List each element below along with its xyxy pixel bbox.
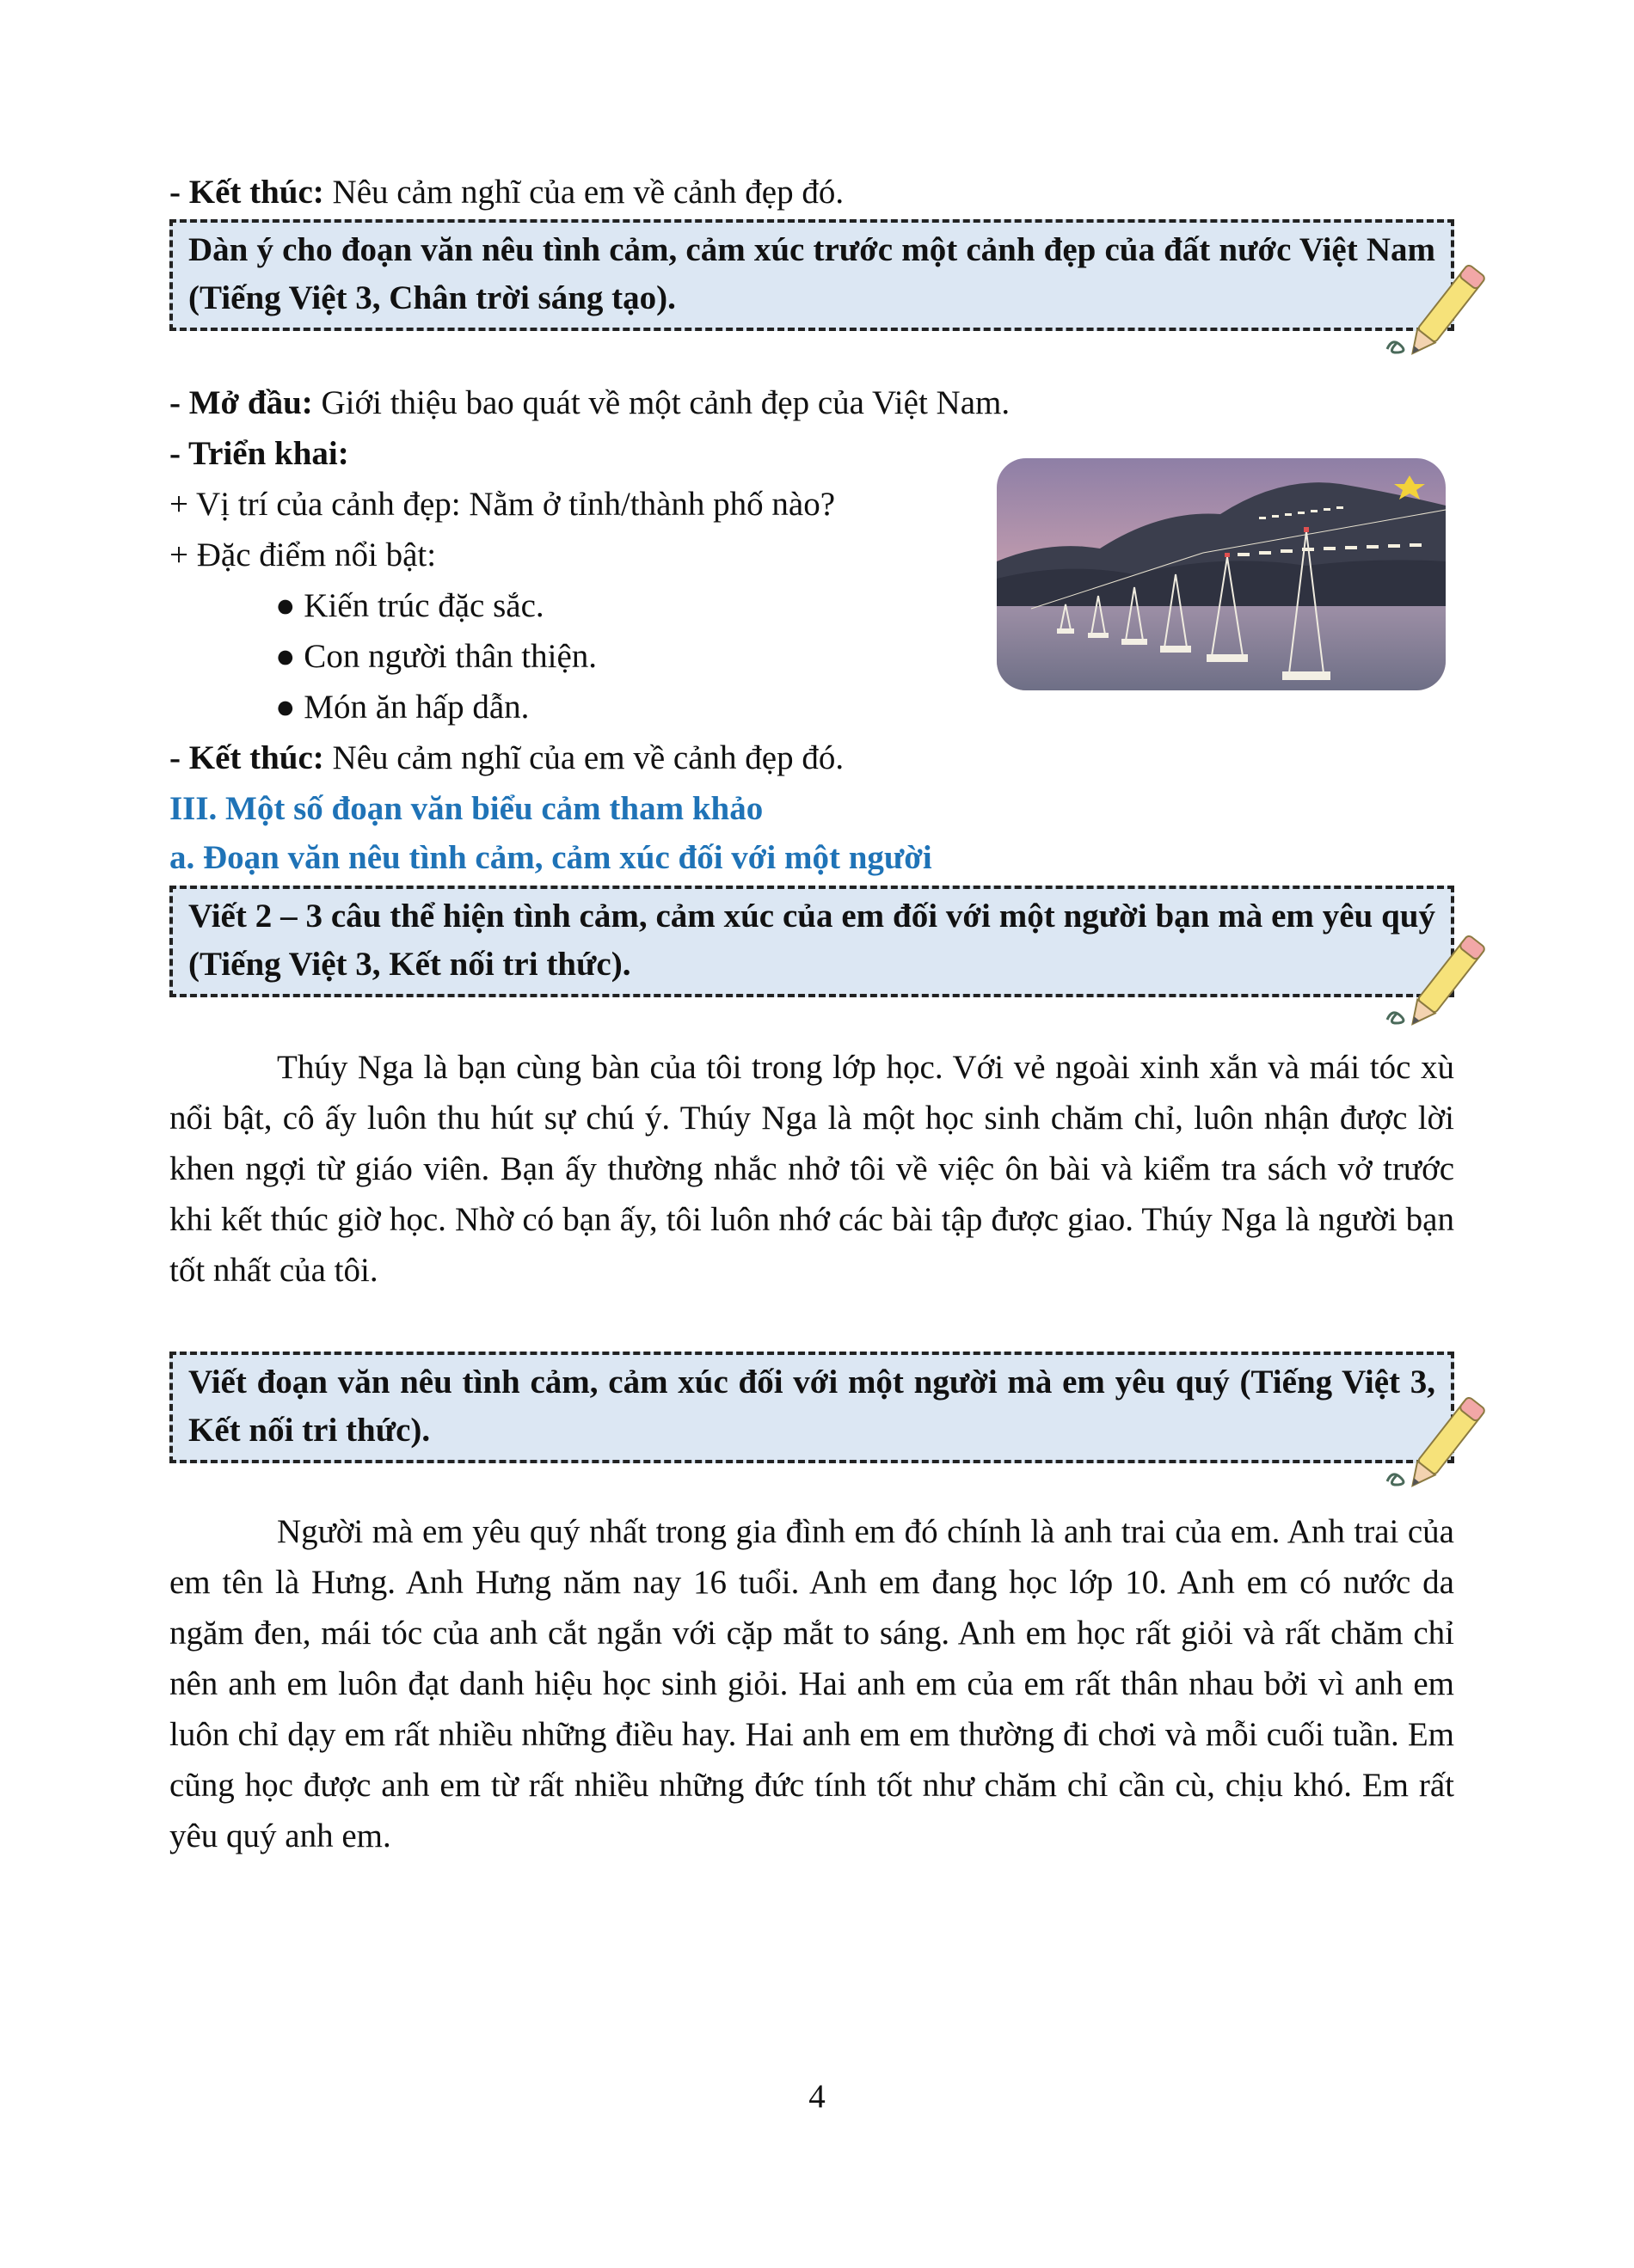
- conclusion-line-top: [169, 169, 844, 217]
- callout-landscape-outline: [169, 219, 1454, 331]
- pencil-icon: [1380, 1388, 1509, 1500]
- outline-conclusion-line: [169, 734, 844, 782]
- outline-bullet-architecture: ● Kiến trúc đặc sắc.: [275, 587, 544, 624]
- outline-body-label: - Triển khai:: [169, 435, 349, 472]
- outline-conclusion-label: - Kết thúc:: [169, 739, 324, 776]
- pencil-icon: [1380, 256, 1509, 368]
- outline-features-line: + Đặc điểm nổi bật:: [169, 536, 437, 573]
- outline-intro-text: Giới thiệu bao quát về một cảnh đẹp của Việt Nam.: [312, 384, 1010, 421]
- sample-paragraph-friend: Thúy Nga là bạn cùng bàn của tôi trong lớp học. Với vẻ ngoài xinh xắn và mái tóc xù nổi bật, cô ấy luôn thu hút sự chú ý. Thúy Nga là một học sinh chăm chỉ, luôn nhận được lời khen ngợi từ giáo viên. Bạn ấy thường nhắc nhở tôi về việc ôn bài và kiểm tra sách vở trước khi kết thúc giờ học. Nhờ có bạn ấy, tôi luôn nhớ các bài tập được giao. Thúy Nga là người bạn tốt nhất của tôi.: [169, 1049, 1454, 1289]
- cable-car-landscape-photo: [997, 458, 1446, 690]
- sample-paragraph-brother: Người mà em yêu quý nhất trong gia đình em đó chính là anh trai của em. Anh trai của em tên là Hưng. Anh Hưng năm nay 16 tuổi. Anh em đang học lớp 10. Anh em có nước da ngăm đen, mái tóc của anh cắt ngắn với cặp mắt to sáng. Anh em học rất giỏi và rất chăm chỉ nên anh em luôn đạt danh hiệu học sinh giỏi. Hai anh em của em rất thân nhau bởi vì anh em luôn chỉ dạy em rất nhiều những điều hay. Hai anh em em thường đi chơi và mỗi cuối tuần. Em cũng học được anh em từ rất nhiều những đức tính tốt như chăm chỉ cần cù, chịu khó. Em rất yêu quý anh em.: [169, 1513, 1454, 1854]
- callout-friend-task-text: Viết 2 – 3 câu thể hiện tình cảm, cảm xúc của em đối với một người bạn mà em yêu quý (Tiếng Việt 3, Kết nối tri thức).: [188, 898, 1435, 983]
- conclusion-text: Nêu cảm nghĩ của em về cảnh đẹp đó.: [323, 174, 845, 211]
- page-number: 4: [808, 2078, 826, 2115]
- conclusion-label: - Kết thúc:: [169, 174, 324, 211]
- outline-bullet-people: ● Con người thân thiện.: [275, 638, 598, 675]
- cable-car-photo: [997, 458, 1446, 690]
- outline-body-line: [169, 430, 349, 478]
- outline-conclusion-text: Nêu cảm nghĩ của em về cảnh đẹp đó.: [323, 739, 845, 776]
- section-subheading: a. Đoạn văn nêu tình cảm, cảm xúc đối với một người: [169, 839, 932, 876]
- section-heading: III. Một số đoạn văn biểu cảm tham khảo: [169, 790, 764, 827]
- callout-friend-task: [169, 886, 1454, 997]
- callout-loved-one-task: [169, 1352, 1454, 1463]
- pencil-icon: [1380, 927, 1509, 1039]
- outline-intro-line: [169, 379, 1010, 427]
- outline-location-line: + Vị trí của cảnh đẹp: Nằm ở tỉnh/thành phố nào?: [169, 486, 836, 523]
- outline-bullet-food: ● Món ăn hấp dẫn.: [275, 689, 530, 726]
- outline-intro-label: - Mở đầu:: [169, 384, 313, 421]
- callout-loved-one-task-text: Viết đoạn văn nêu tình cảm, cảm xúc đối với một người mà em yêu quý (Tiếng Việt 3, Kết nối tri thức).: [188, 1364, 1435, 1449]
- callout-landscape-outline-text: Dàn ý cho đoạn văn nêu tình cảm, cảm xúc trước một cảnh đẹp của đất nước Việt Nam (Tiếng Việt 3, Chân trời sáng tạo).: [188, 231, 1435, 316]
